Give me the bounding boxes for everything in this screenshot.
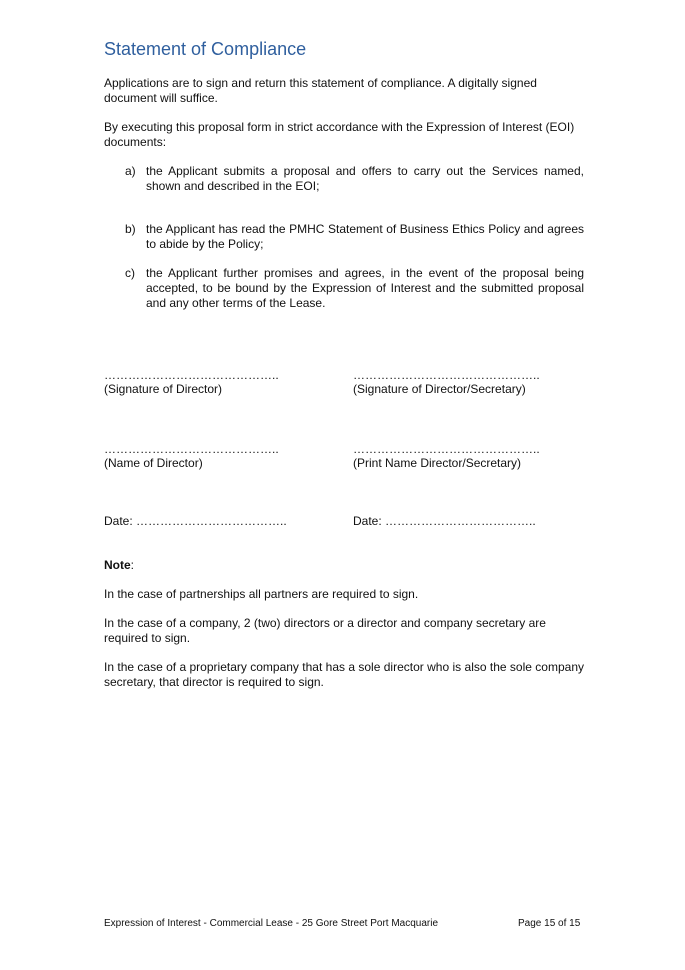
list-marker: c) — [125, 266, 135, 280]
list-text: the Applicant submits a proposal and offers to carry out the Services named, shown and described in the EOI; — [146, 164, 584, 193]
note-proprietary: In the case of a proprietary company that has a sole director who is also the sole company secretary, that director is required to sign. — [104, 660, 584, 689]
name-director-label: (Name of Director) — [104, 456, 203, 470]
page-title: Statement of Compliance — [104, 39, 307, 59]
list-text: the Applicant further promises and agrees, in the event of the proposal being accepted, to be bound by the Expression of Interest and the submitted proposal and any other terms of the Lease. — [146, 266, 584, 310]
intro-paragraph: Applications are to sign and return this statement of compliance. A digitally signed document will suffice. — [104, 76, 537, 105]
footer-title: Expression of Interest - Commercial Lease - 25 Gore Street Port Macquarie — [104, 918, 439, 929]
note-colon: : — [130, 558, 135, 572]
note-partnerships: In the case of partnerships all partners are required to sign. — [104, 587, 419, 601]
note-company: In the case of a company, 2 (two) directors or a director and company secretary are required to sign. — [104, 616, 546, 645]
note-heading — [104, 558, 584, 573]
list-text: the Applicant has read the PMHC Statement of Business Ethics Policy and agrees to abide by the Policy; — [146, 222, 584, 251]
list-marker: a) — [125, 164, 136, 178]
name-secretary-label: (Print Name Director/Secretary) — [353, 456, 522, 470]
signature-line-secretary: ……………………………………….. — [353, 368, 540, 382]
date-line-left: Date: ……………………………….. — [104, 514, 287, 528]
signature-director-label: (Signature of Director) — [104, 382, 223, 396]
date-line-right: Date: ……………………………….. — [353, 514, 536, 528]
list-item — [125, 222, 585, 252]
signature-line-director: …………………………………….. — [104, 368, 279, 382]
name-line-director: …………………………………….. — [104, 442, 279, 456]
note-label: Note — [104, 558, 131, 572]
list-item — [125, 266, 585, 311]
list-item — [125, 164, 585, 194]
list-marker: b) — [125, 222, 136, 236]
signature-secretary-label: (Signature of Director/Secretary) — [353, 382, 526, 396]
name-line-secretary: ……………………………………….. — [353, 442, 540, 456]
lead-paragraph: By executing this proposal form in strict accordance with the Expression of Interest (EOI) documents: — [104, 120, 575, 149]
footer-page-number: Page 15 of 15 — [518, 918, 581, 929]
